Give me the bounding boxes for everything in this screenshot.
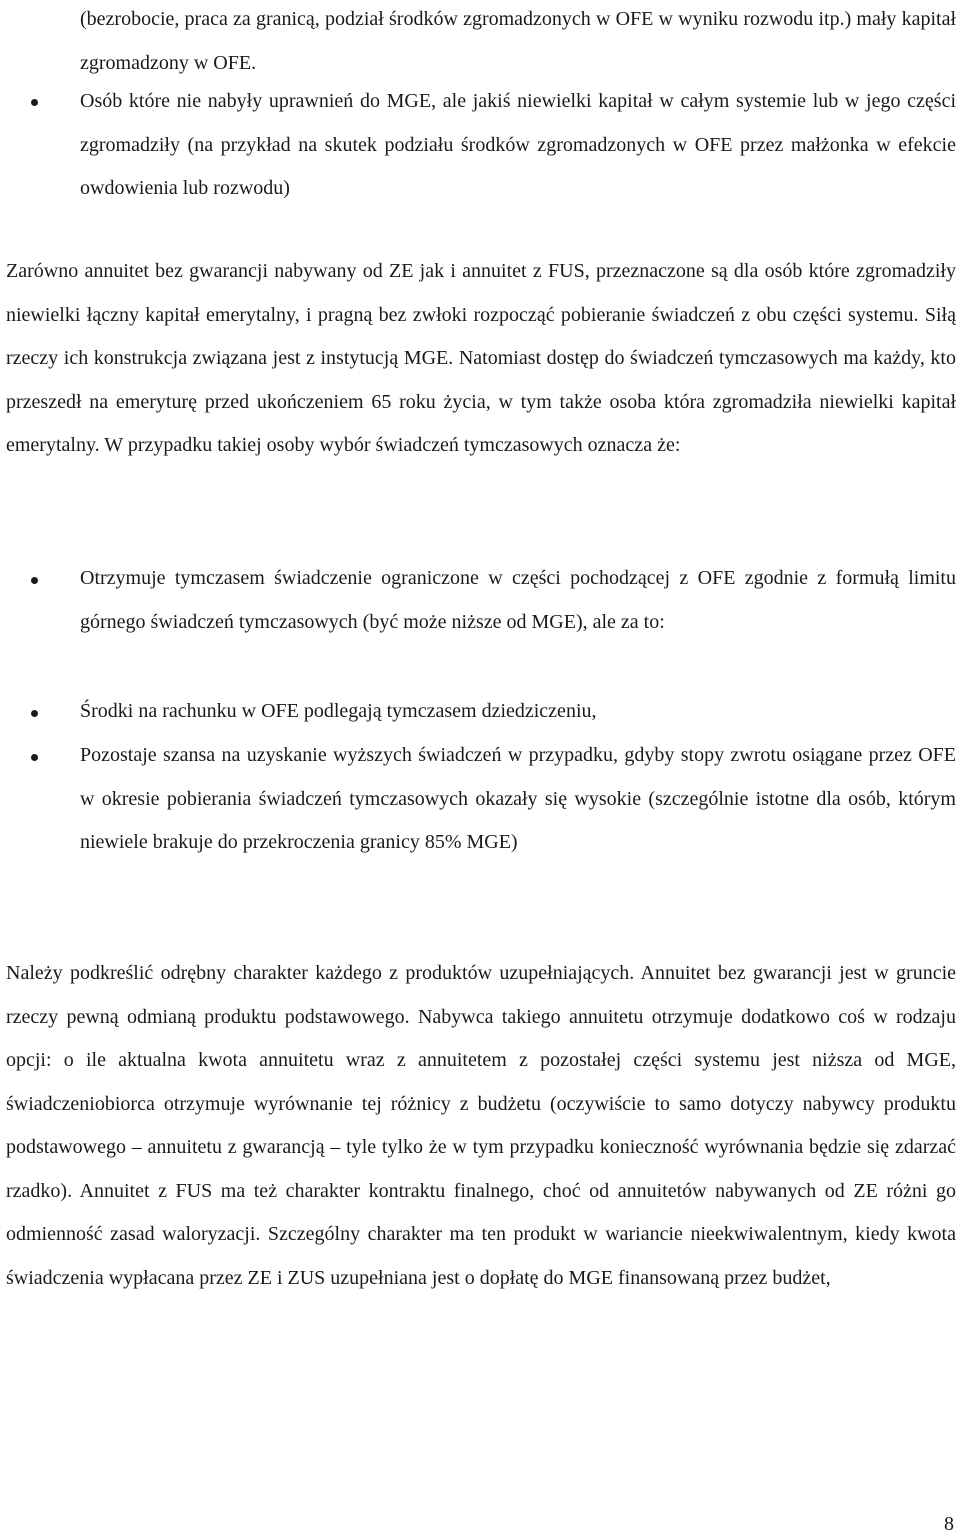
paragraph: Należy podkreślić odrębny charakter każdego z produktów uzupełniających. Annuitet bez gwarancji jest w gruncie rzeczy pewną odmianą produktu podstawowego. Nabywca takiego annuitetu otrzymuje dodatkowo coś w rodzaju opcji: o ile aktualna kwota annuitetu wraz z annuitetem z pozostałej części systemu jest niższa od MGE, świadczeniobiorca otrzymuje wyrównanie tej różnicy z budżetu (oczywiście to samo dotyczy nabywcy produktu podstawowego – annuitetu z gwarancją – tyle tylko że w tym przypadku konieczność wyrównania będzie się zdarzać rzadko). Annuitet z FUS ma też charakter kontraktu finalnego, choć od annuitetów nabywanych od ZE różni go odmienność zasad waloryzacji. Szczególny charakter ma ten produkt w wariancie nieekwiwalentnym, kiedy kwota świadczenia wypłacana przez ZE i ZUS uzupełniana jest o dopłatę do MGE finansowaną przez budżet,	[6, 962, 956, 1289]
bullet-marker	[31, 710, 38, 717]
bullet-item: Osób które nie nabyły uprawnień do MGE, ale jakiś niewielki kapitał w całym systemie lub w jego części zgromadziły (na przykład na skutek podziału środków zgromadzonych w OFE przez małżonka w efekcie owdowienia lub rozwodu)	[80, 90, 956, 199]
continuation-text: (bezrobocie, praca za granicą, podział środków zgromadzonych w OFE w wyniku rozwodu itp.) mały kapitał zgromadzony w OFE.	[80, 8, 956, 74]
bullet-marker	[31, 99, 38, 106]
bullet-marker	[31, 754, 38, 761]
bullet-item: Otrzymuje tymczasem świadczenie ograniczone w części pochodzącej z OFE zgodnie z formułą limitu górnego świadczeń tymczasowych (być może niższe od MGE), ale za to:	[80, 567, 956, 633]
paragraph: Zarówno annuitet bez gwarancji nabywany od ZE jak i annuitet z FUS, przeznaczone są dla osób które zgromadziły niewielki łączny kapitał emerytalny, i pragną bez zwłoki rozpocząć pobieranie świadczeń z obu części systemu. Siłą rzeczy ich konstrukcja związana jest z instytucją MGE. Natomiast dostęp do świadczeń tymczasowych ma każdy, kto przeszedł na emeryturę przed ukończeniem 65 roku życia, w tym także osoba która zgromadziła niewielki kapitał emerytalny. W przypadku takiej osoby wybór świadczeń tymczasowych oznacza że:	[6, 260, 956, 456]
bullet-item: Środki na rachunku w OFE podlegają tymczasem dziedziczeniu,	[80, 700, 597, 722]
page-number: 8	[944, 1513, 954, 1535]
bullet-marker	[31, 577, 38, 584]
bullet-item: Pozostaje szansa na uzyskanie wyższych świadczeń w przypadku, gdyby stopy zwrotu osiągane przez OFE w okresie pobierania świadczeń tymczasowych okazały się wysokie (szczególnie istotne dla osób, którym niewiele brakuje do przekroczenia granicy 85% MGE)	[80, 744, 956, 853]
